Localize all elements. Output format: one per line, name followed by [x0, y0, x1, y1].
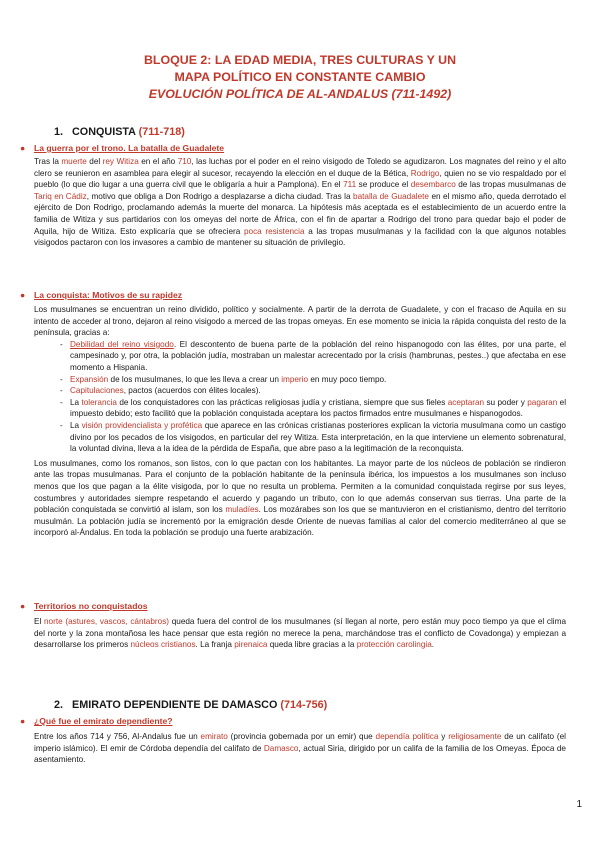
- document-title: [60, 52, 540, 103]
- paragraph-emirato: Entre los años 714 y 756, Al-Andalus fue un emirato (provincia gobernada por un emir) que dependía política y religiosamente de un califato (el imperio islámico). El emir de Córdoba dependía del califato de Damasco, actual Siria, dirigido por un califa de la familia de los Omeyas. Época de asentamiento.: [34, 732, 566, 765]
- section-heading-emirato: 2. EMIRATO DEPENDIENTE DE DAMASCO (714-756): [54, 699, 328, 711]
- list-item: - La visión providencialista y profética que aparece en las crónicas cristianas posteriores explican la victoria musulmana como un castigo divino por los pecados de los visigodos, en particular del rey Witiza. Esta interpretación, en la que interviene un elemento sobrenatural, la voluntad divina, lleva a la idea de la pérdida de España, que abre paso a la legitimación de la reconquista.: [34, 420, 566, 455]
- paragraph-guerra: Tras la muerte del rey Witiza en el año 710, las luchas por el poder en el reino visigodo de Toledo se agudizaron. Los magnates del reino y el alto clero se reunieron en asamblea para elegir al sucesor, recayendo la elección en el duque de la Bética, Rodrigo, quien no se vio respaldado por el pueblo (lo que dio lugar a una guerra civil que le obligaría a huir a Pamplona). En el 711 se produce el desembarco de las tropas musulmanas de Tariq en Cádiz, motivo que obliga a Don Rodrigo a desplazarse a dicha ciudad. Tras la batalla de Guadalete en el mismo año, queda derrotado el ejército de Don Rodrigo, proclamando además la muerte del monarca. La hipótesis más aceptada es el establecimiento de un acuerdo entre la familia de Witiza y sus partidarios con los omeyas del norte de África, con el fin de apartar a Rodrigo del trono para quedar bajo el poder de Aquila, hijo de Witiza. Esto explicaría que se ofreciera poca resistencia a las tropas musulmanas y la facilidad con la que algunos notables visigodos pactaron con los invasores a cambio de mantener su situación de privilegio.: [34, 157, 567, 248]
- bullet-icon: ●: [20, 601, 26, 611]
- conquista-intro: Los musulmanes se encuentran un reino dividido, político y socialmente. A partir de la derrota de Guadalete, y con el fracaso de Aquila en su intento de acceder al trono, dejaron al reino visigodo a merced de las tropas omeyas. En ese momento se inicia la rápida conquista del resto de la península, gracias a:: [34, 305, 566, 338]
- list-item: - Debilidad del reino visigodo. El descontento de buena parte de la población del reino hispanogodo con las élites, por una parte, el campesinado y, por otra, la población judía, mostraban un malestar acrecentado por la crisis (hambrunas, pestes..) que afectaba en ese momento a Hispania.: [34, 339, 566, 374]
- paragraph-conquista: [34, 304, 566, 539]
- page-number: 1: [576, 799, 582, 810]
- list-item: - La tolerancia de los conquistadores con las prácticas religiosas judía y cristiana, siempre que sus fieles aceptaran su poder y pagaran el impuesto debido; esto facilitó que la población conquistada aceptara los pactos firmados entre musulmanes e hispanogodos.: [34, 397, 566, 420]
- list-item: - Expansión de los musulmanes, lo que les lleva a crear un imperio en muy poco tiempo.: [34, 374, 566, 386]
- title-line-2: MAPA POLÍTICO EN CONSTANTE CAMBIO: [174, 70, 426, 84]
- motivos-list: [34, 339, 566, 455]
- bullet-icon: ●: [20, 716, 26, 726]
- title-line-3: EVOLUCIÓN POLÍTICA DE AL-ANDALUS (711-1492): [148, 87, 452, 101]
- conquista-closing: Los musulmanes, como los romanos, son listos, con lo que pactan con los habitantes. La mayor parte de los núcleos de población se rindieron ante las tropas musulmanas. Para el conjunto de la población habitante de la península ibérica, los impuestos a los musulmanes son incluso menos que los que pagan a la élite visigoda, por lo que no resulta un problema. Permiten a la comunidad conquistada regirse por sus leyes, costumbres y autoridades siempre respetando el acuerdo y pagando un tributo, con lo que además conservan sus tierras. Una parte de la población conquistada se convirtió al islam, son los muladíes. Los mozárabes son los que se mantuvieron en el cristianismo, dentro del territorio musulmán. La población judía se incrementó por la emigración desde Oriente de nuevas familias al calor del comercio mediterráneo al que se incorporó al-Ándalus. En toda la población se produjo una fuerte arabización.: [34, 458, 566, 538]
- title-line-1: BLOQUE 2: LA EDAD MEDIA, TRES CULTURAS Y UN: [143, 53, 457, 67]
- list-item: - Capitulaciones, pactos (acuerdos con élites locales).: [34, 385, 566, 397]
- bullet-heading-guerra: ● La guerra por el trono. La batalla de Guadalete: [20, 143, 225, 153]
- bullet-heading-conquista: ● La conquista: Motivos de su rapidez: [20, 290, 183, 300]
- bullet-icon: ●: [20, 143, 26, 153]
- section-heading-conquista: 1. CONQUISTA (711-718): [54, 126, 185, 138]
- bullet-heading-territorios: ● Territorios no conquistados: [20, 601, 148, 611]
- paragraph-territorios: El norte (astures, vascos, cántabros) queda fuera del control de los musulmanes (sí llegan al norte, pero están muy poco tiempo ya que el clima del norte y la zona montañosa les hace pensar que esta región no merece la pena, marchándose tras el conflicto de Covadonga) y empiezan a desarrollarse los primeros núcleos cristianos. La franja pirenaica queda libre gracias a la protección carolingia.: [34, 617, 567, 650]
- bullet-heading-emirato: ● ¿Qué fue el emirato dependiente?: [20, 716, 173, 726]
- bullet-icon: ●: [20, 290, 26, 300]
